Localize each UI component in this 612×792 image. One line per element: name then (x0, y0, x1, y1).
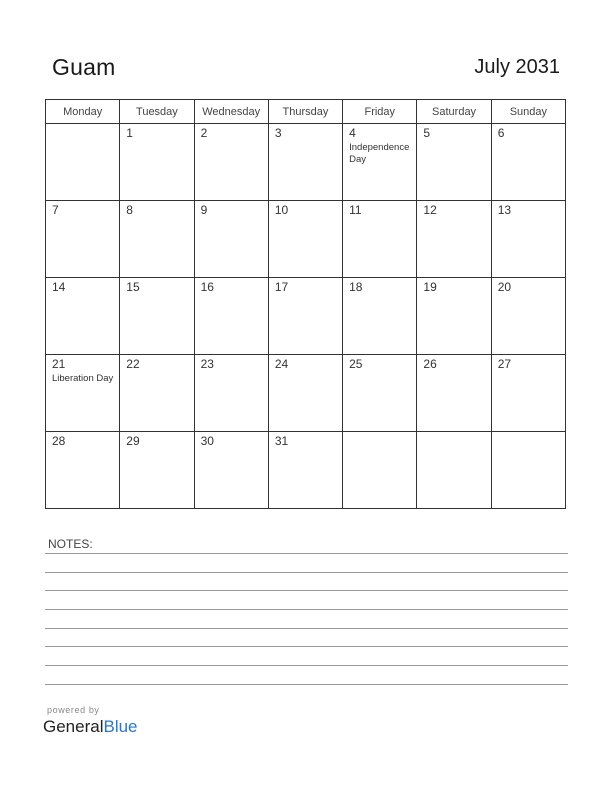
day-cell (194, 124, 268, 201)
day-number: 10 (274, 203, 289, 217)
calendar-region-title: Guam (52, 54, 116, 80)
note-line (45, 572, 568, 573)
day-number: 29 (126, 434, 140, 448)
notes-label: NOTES: (48, 537, 93, 551)
day-cell (120, 124, 194, 201)
note-line (45, 665, 568, 666)
weekday-header: Saturday (417, 100, 491, 124)
day-cell (343, 432, 417, 509)
day-number: 17 (274, 280, 289, 294)
day-cell (268, 124, 342, 201)
day-cell (120, 278, 194, 355)
note-line (45, 609, 568, 610)
day-number: 16 (200, 280, 214, 294)
day-number: 22 (126, 357, 140, 371)
day-number: 27 (497, 357, 512, 371)
day-cell (46, 124, 120, 201)
day-cell (343, 278, 417, 355)
day-cell (194, 432, 268, 509)
day-cell (268, 201, 342, 278)
day-number: 25 (349, 357, 363, 371)
day-cell (120, 201, 194, 278)
day-cell (343, 124, 417, 201)
day-cell (46, 355, 120, 432)
day-cell (343, 201, 417, 278)
day-cell (194, 355, 268, 432)
week-row (46, 278, 566, 355)
day-number: 13 (497, 203, 512, 217)
day-number: 3 (274, 126, 282, 140)
day-number: 14 (52, 280, 66, 294)
day-number: 7 (52, 203, 59, 217)
brand-logo (43, 717, 138, 737)
day-number: 23 (200, 357, 214, 371)
day-cell (120, 355, 194, 432)
brand-logo-part1: General (43, 717, 104, 736)
day-cell (491, 124, 565, 201)
day-cell (46, 201, 120, 278)
holiday-label: Liberation Day (52, 373, 114, 384)
week-row (46, 432, 566, 509)
powered-by-text: powered by (47, 705, 100, 715)
day-cell (491, 355, 565, 432)
day-number: 1 (126, 126, 133, 140)
day-number: 12 (423, 203, 437, 217)
day-cell (491, 201, 565, 278)
day-number: 9 (200, 203, 208, 217)
note-line (45, 646, 568, 647)
day-cell (268, 355, 342, 432)
day-cell (268, 432, 342, 509)
day-cell (46, 432, 120, 509)
day-number: 11 (349, 203, 362, 217)
week-row (46, 201, 566, 278)
day-number: 30 (200, 434, 214, 448)
calendar-month-title: July 2031 (474, 56, 560, 78)
day-cell (417, 124, 491, 201)
day-cell (268, 278, 342, 355)
day-cell (417, 355, 491, 432)
day-number: 8 (126, 203, 133, 217)
holiday-label: Independence Day (349, 142, 410, 165)
day-cell (46, 278, 120, 355)
weekday-header: Tuesday (120, 100, 194, 124)
weekday-header-row (46, 100, 566, 124)
day-number: 28 (52, 434, 66, 448)
note-line (45, 590, 568, 591)
note-line (45, 684, 568, 685)
day-cell (343, 355, 417, 432)
note-line (45, 553, 568, 554)
weekday-header: Sunday (491, 100, 565, 124)
week-row (46, 124, 566, 201)
brand-logo-part2: Blue (103, 717, 138, 736)
day-number: 24 (274, 357, 289, 371)
weekday-header: Monday (46, 100, 120, 124)
day-cell (417, 201, 491, 278)
week-row (46, 355, 566, 432)
day-number: 15 (126, 280, 140, 294)
day-number: 26 (423, 357, 437, 371)
day-cell (417, 432, 491, 509)
weekday-header: Thursday (268, 100, 342, 124)
weekday-header: Friday (343, 100, 417, 124)
day-number: 20 (497, 280, 512, 294)
day-cell (120, 432, 194, 509)
day-cell (194, 201, 268, 278)
note-line (45, 628, 568, 629)
day-number: 31 (274, 434, 289, 448)
weekday-header: Wednesday (194, 100, 268, 124)
day-cell (194, 278, 268, 355)
day-cell (491, 432, 565, 509)
day-number: 21 (52, 357, 66, 371)
day-number: 19 (423, 280, 437, 294)
calendar-grid (45, 99, 566, 509)
calendar-body (46, 124, 566, 509)
day-cell (491, 278, 565, 355)
day-number: 5 (423, 126, 431, 140)
day-cell (417, 278, 491, 355)
day-number: 6 (497, 126, 505, 140)
day-number: 4 (349, 126, 356, 140)
day-number: 2 (200, 126, 208, 140)
day-number: 18 (349, 280, 363, 294)
